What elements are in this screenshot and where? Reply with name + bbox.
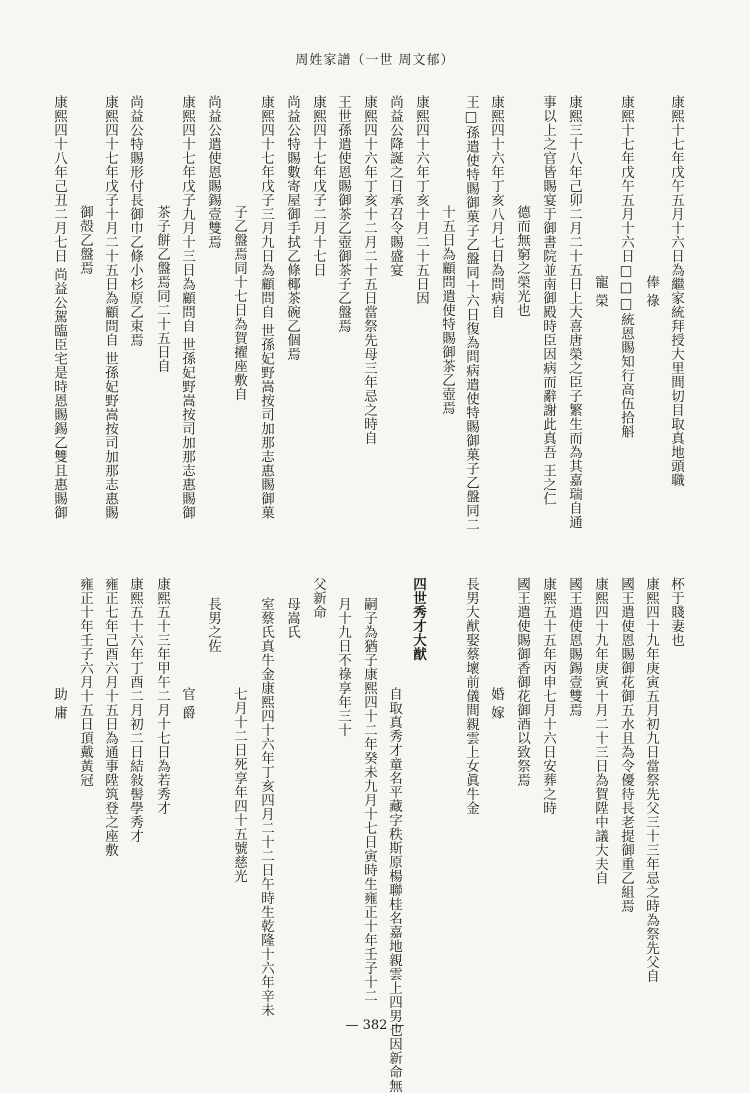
top-line: 康熙十七年戊午五月十六日為繼家統拜授大里間切目取真地頭職 [668,95,684,487]
bottom-line: 月十九日不祿享年三十 [335,597,351,737]
top-line: 康熙四十六年丁亥十月二十五日因 [413,95,429,305]
page-header: 周姓家譜（一世 周文郁） [295,53,455,68]
top-line: 茶子餅乙盤焉同二十五日自 [154,205,170,373]
bottom-line: 杯于賤妻也 [668,577,684,647]
top-line: 寵 榮 [592,275,608,308]
bottom-line: 康熙五十六年丁酉二月初二日結敍髻學秀才 [127,577,143,843]
top-line: 尚益公降誕之日承召令賜盛宴 [387,95,403,277]
top-line: 俸 祿 [643,275,659,308]
bottom-line: 康熙四十九年庚寅五月初九日當祭先父三十三年忌之時為祭先父自 [643,577,659,983]
bottom-line: 康熙四十九年庚寅十月二十三日為賀陞中議大夫自 [592,577,608,885]
top-line: 康熙三十八年己卯二月二十五日上大喜唐榮之臣子繁生而為其嘉瑞自通 [566,95,582,529]
bottom-line: 康熙五十三年甲午二月十七日為若秀才 [154,577,170,815]
top-line: 王世孫遣使恩賜御茶乙壺御茶子乙盤焉 [335,95,351,333]
bottom-line: 國王遣使恩賜御花御五水且為令優待長老提御重乙組焉 [618,577,634,913]
top-line: 御殻乙盤焉 [77,205,93,275]
top-line: 康熙四十八年己丑二月七日 尚益公駕臨臣宅是時恩賜錫乙雙且惠賜御 [51,95,67,520]
bottom-line: 國王遣使恩賜錫壹雙焉 [566,577,582,717]
bottom-line: 父新命 [310,577,326,619]
top-line: 康熙四十七年戊子九月十三日為顧問自 世孫妃野嵩按司加那志惠賜御 [179,95,195,520]
bottom-line: 四世秀才大猷 [410,577,426,661]
top-line: 康熙十七年戊午五月十六日□□□統恩賜知行高伍拾斛 [618,95,634,439]
bottom-line: 七月十二日死享年四十五號慈光 [231,687,247,883]
top-line: 尚益公特賜數寄屋御手拭乙條椰茶碗乙個焉 [284,95,300,361]
top-line: 康熙四十六年丁亥八月七日為問病自 [488,95,504,319]
bottom-line: 雍正七年己酉六月十五日為通事陞筑登之座敷 [102,577,118,857]
bottom-line: 雍正十年壬子六月十五日頂戴黃冠 [77,577,93,787]
bottom-line: 康熙五十五年丙申七月十六日安葬之時 [540,577,556,815]
bottom-line: 婚 嫁 [488,687,504,720]
bottom-line: 官 爵 [179,687,195,720]
top-line: 尚益公特賜形付長御巾乙條小杉原乙束焉 [127,95,143,347]
top-line: 德而無窮之榮光也 [514,205,530,317]
top-line: 事以上之官皆賜宴于御書院並南御殿時臣因病而辭謝此真吾 王之仁 [540,95,556,506]
top-line: 王□孫遣使特賜御菓子乙盤同十六日復為問病遣使特賜御菓子乙盤同二 [463,95,479,532]
bottom-line: 嗣子為猶子康熙四十二年癸未九月十七日寅時生雍正十年壬子十二 [361,597,377,1003]
top-line: 子乙盤焉同十七日為賀擢座敷自 [231,205,247,401]
page-number: — 382 — [345,1018,405,1033]
top-line: 康熙四十七年戊子十月二十五日為顧問自 世孫妃野嵩按司加那志惠賜 [102,95,118,520]
top-line: 康熙四十六年丁亥十二月二十五日當祭先母三年忌之時自 [361,95,377,445]
bottom-line: 自取真秀才童名平藏字秩斯原楊聯桂名嘉地親雲上四男也因新命無 [386,687,402,1093]
top-line: 尚益公遣使恩賜錫壹雙焉 [205,95,221,249]
top-line: 康熙四十七年戊子二月十七日 [310,95,326,277]
bottom-line: 助 庸 [51,687,67,720]
bottom-line: 室蔡氏真牛金康熙四十六年丁亥四月二十二日午時生乾隆十六年辛未 [258,597,274,1017]
top-line: 康熙四十七年戊子三月九日為顧問自 世孫妃野嵩按司加那志惠賜御菓 [258,95,274,520]
bottom-line: 國王遣使賜御香御花御酒以致祭焉 [514,577,530,787]
bottom-line: 長男之佐 [205,597,221,653]
bottom-line: 長男大猷娶蔡壞前儀間親雲上女眞牛金 [463,577,479,815]
top-line: 十五日為顧問遣使特賜御茶乙壺焉 [439,205,455,415]
bottom-line: 母嵩氏 [284,597,300,639]
